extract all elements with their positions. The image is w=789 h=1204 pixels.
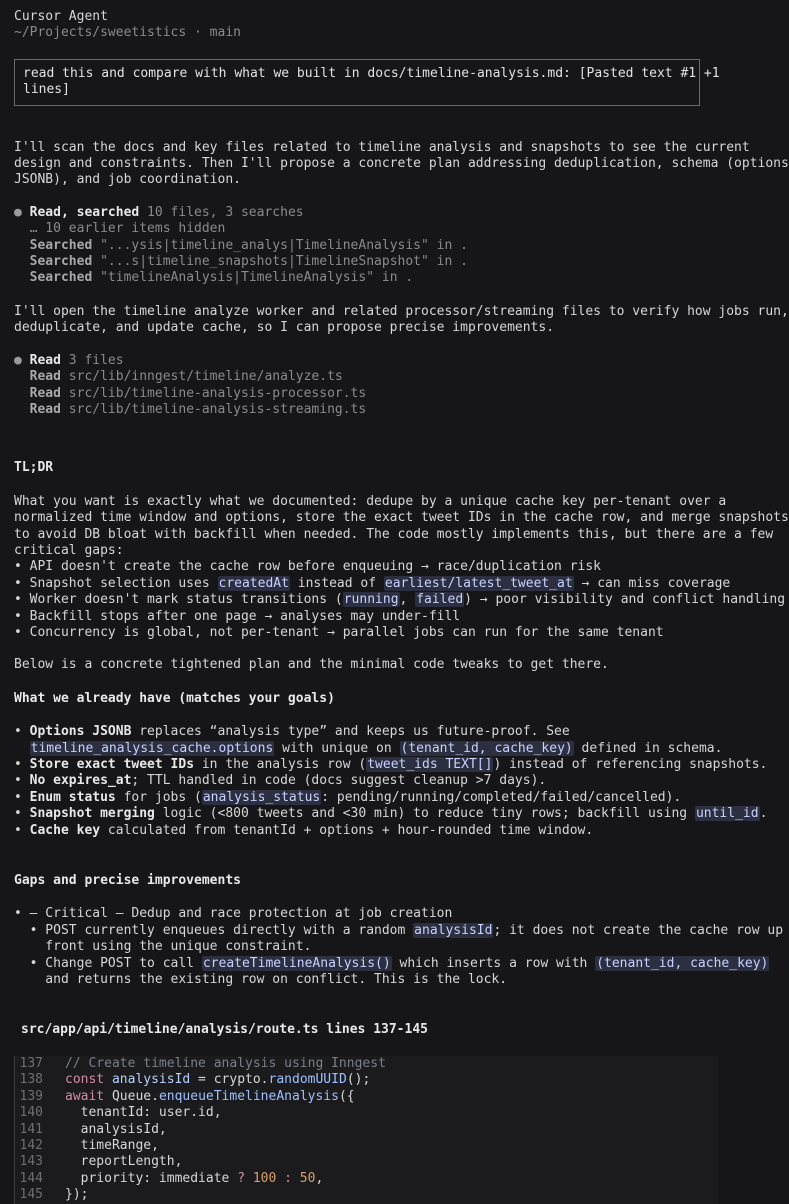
- tool-item-arg: "...ysis|timeline_analys|TimelineAnalysis" in .: [92, 237, 468, 253]
- list-item: • Enum status for jobs (analysis_status: pending/running/completed/failed/cancelled).: [14, 789, 682, 805]
- tool-item: [14, 238, 718, 254]
- gaps-list: [14, 906, 784, 988]
- inline-code: failed: [416, 592, 464, 608]
- line-number: 138: [19, 1072, 43, 1088]
- message-line: to avoid DB bloat with backfill when needed. The code mostly implements this, but there are a few: [14, 526, 774, 542]
- line-number: 143: [19, 1154, 43, 1170]
- tool-item-verb: Read: [29, 369, 61, 385]
- message-line: critical gaps:: [14, 542, 124, 558]
- code-line: 141 analysisId,: [15, 1122, 718, 1138]
- tool-item-verb: Read: [29, 401, 61, 417]
- tool-summary: 3 files: [60, 352, 124, 368]
- line-number: 145: [19, 1187, 43, 1203]
- message-line: I'll scan the docs and key files related to timeline analysis and snapshots to see the current: [14, 139, 750, 155]
- tool-item: [14, 369, 718, 385]
- code-line: 139 await Queue.enqueueTimelineAnalysis({: [15, 1089, 718, 1105]
- message-line: normalized time window and options, store the exact tweet IDs in the cache row, and merge snapshots: [14, 510, 789, 526]
- list-item: • Snapshot selection uses createdAt instead of earliest/latest_tweet_at → can miss coverage: [14, 575, 731, 591]
- list-item-continuation: timeline_analysis_cache.options with unique on (tenant_id, cache_key) defined in schema.: [30, 740, 723, 756]
- list-item: • Backfill stops after one page → analyses may under-fill: [14, 608, 461, 624]
- list-item: • API doesn't create the cache row before enqueuing → race/duplication risk: [14, 559, 601, 575]
- inline-code: earliest/latest_tweet_at: [384, 575, 573, 591]
- tool-item-verb: Searched: [29, 237, 93, 253]
- code-line: 138 const analysisId = crypto.randomUUID();: [15, 1072, 718, 1088]
- list-item: • Cache key calculated from tenantId + options + hour-rounded time window.: [14, 822, 594, 838]
- list-item: • Concurrency is global, not per-tenant → parallel jobs can run for the same tenant: [14, 624, 664, 640]
- tool-item: [14, 402, 718, 418]
- line-number: 144: [19, 1170, 43, 1186]
- tool-label: Read, searched: [29, 204, 140, 220]
- line-number: 141: [19, 1121, 43, 1137]
- inline-code: tweet_ids TEXT[]: [367, 757, 493, 772]
- inline-code: createTimelineAnalysis(): [202, 955, 391, 971]
- tool-item: [14, 386, 718, 402]
- inline-code: analysis_status: [202, 789, 321, 805]
- code-file-path[interactable]: src/app/api/timeline/analysis/route.ts lines 137-145: [21, 1022, 428, 1038]
- tool-item-arg: src/lib/timeline-analysis-processor.ts: [60, 385, 367, 401]
- status-dot-icon: ●: [14, 204, 22, 220]
- inline-code: createdAt: [218, 575, 289, 591]
- tool-item-arg: src/lib/inngest/timeline/analyze.ts: [60, 369, 343, 385]
- message-line: I'll open the timeline analyze worker and related processor/streaming files to verify how jobs run,: [14, 303, 789, 319]
- list-item-continuation: and returns the existing row on conflict. This is the lock.: [14, 972, 508, 988]
- list-item: • POST currently enqueues directly with a random analysisId; it does not create the cache row up: [14, 922, 784, 938]
- tool-item-arg: src/lib/timeline-analysis-streaming.ts: [60, 401, 367, 417]
- code-line: 137 // Create timeline analysis using Inngest: [15, 1056, 718, 1072]
- tool-item-verb: Searched: [29, 270, 93, 286]
- tool-item-arg: "...s|timeline_snapshots|TimelineSnapshot" in .: [92, 254, 468, 270]
- tldr-section: [14, 493, 789, 674]
- list-item: • No expires_at; TTL handled in code (docs suggest cleanup >7 days).: [14, 773, 547, 789]
- code-line: 143 reportLength,: [15, 1154, 718, 1170]
- section-heading-have: What we already have (matches your goals): [14, 690, 335, 706]
- inline-code: timeline_analysis_cache.options: [30, 740, 274, 756]
- assistant-message: [14, 303, 789, 337]
- list-item: • Snapshot merging logic (<800 tweets and <30 min) to reduce tiny rows; backfill using until_id.: [14, 806, 768, 822]
- code-line: 140 tenantId: user.id,: [15, 1105, 718, 1121]
- inline-code: until_id: [695, 806, 759, 822]
- hidden-items-label: … 10 earlier items hidden: [29, 221, 226, 237]
- status-dot-icon: ●: [14, 352, 22, 368]
- inline-code: (tenant_id, cache_key): [400, 740, 573, 756]
- assistant-message: [14, 139, 789, 189]
- message-line: design and constraints. Then I'll propose a concrete plan addressing deduplication, schema (options: [14, 156, 789, 172]
- prompt-line: lines]: [23, 82, 70, 98]
- code-line: 142 timeRange,: [15, 1138, 718, 1154]
- list-item-continuation: front using the unique constraint.: [14, 939, 312, 955]
- hidden-items-note[interactable]: [14, 221, 718, 237]
- list-item: • Change POST to call createTimelineAnalysis() which inserts a row with (tenant_id, cache_key): [14, 955, 769, 971]
- section-heading-gaps: Gaps and precise improvements: [14, 873, 241, 889]
- workspace-path: ~/Projects/sweetistics · main: [14, 25, 241, 41]
- tool-label: Read: [29, 352, 61, 368]
- tool-item: [14, 270, 718, 286]
- prompt-line: read this and compare with what we built in docs/timeline-analysis.md: [Pasted text #1 +1: [23, 65, 720, 81]
- user-prompt[interactable]: [14, 59, 720, 106]
- message-line: deduplicate, and update cache, so I can propose precise improvements.: [14, 320, 555, 336]
- tool-item: [14, 254, 718, 270]
- line-number: 137: [19, 1055, 43, 1071]
- list-item: • Options JSONB replaces “analysis type” and keeps us future-proof. See: [14, 724, 570, 740]
- code-line: 145 });: [15, 1187, 718, 1203]
- app-title: Cursor Agent: [14, 9, 108, 24]
- message-line: JSONB), and job coordination.: [14, 172, 241, 188]
- inline-code: analysisId: [414, 922, 493, 938]
- message-line: Below is a concrete tightened plan and the minimal code tweaks to get there.: [14, 657, 609, 673]
- tool-item-verb: Searched: [29, 254, 93, 270]
- have-list: [14, 724, 768, 839]
- tool-call-read[interactable]: [14, 353, 718, 419]
- line-number: 139: [19, 1088, 43, 1104]
- list-item: • Worker doesn't mark status transitions (running, failed) → poor visibility and conflict handling: [14, 592, 786, 608]
- message-line: What you want is exactly what we documented: dedupe by a unique cache key per-tenant over a: [14, 493, 727, 509]
- inline-code: running: [343, 592, 399, 608]
- list-item: • — Critical — Dedup and race protection at job creation: [14, 906, 453, 922]
- section-heading-tldr: TL;DR: [14, 460, 54, 476]
- tool-summary: 10 files, 3 searches: [139, 204, 304, 220]
- tool-item-arg: "timelineAnalysis|TimelineAnalysis" in .: [92, 270, 414, 286]
- list-item: • Store exact tweet IDs in the analysis row (tweet_ids TEXT[]) instead of referencing snapshots.: [14, 757, 768, 772]
- tool-item-verb: Read: [29, 385, 61, 401]
- code-line: 144 priority: immediate ? 100 : 50,: [15, 1171, 718, 1187]
- tool-call-read-searched[interactable]: [14, 205, 718, 287]
- code-block: [14, 1056, 718, 1204]
- line-number: 140: [19, 1105, 43, 1121]
- inline-code: (tenant_id, cache_key): [596, 955, 769, 971]
- line-number: 142: [19, 1137, 43, 1153]
